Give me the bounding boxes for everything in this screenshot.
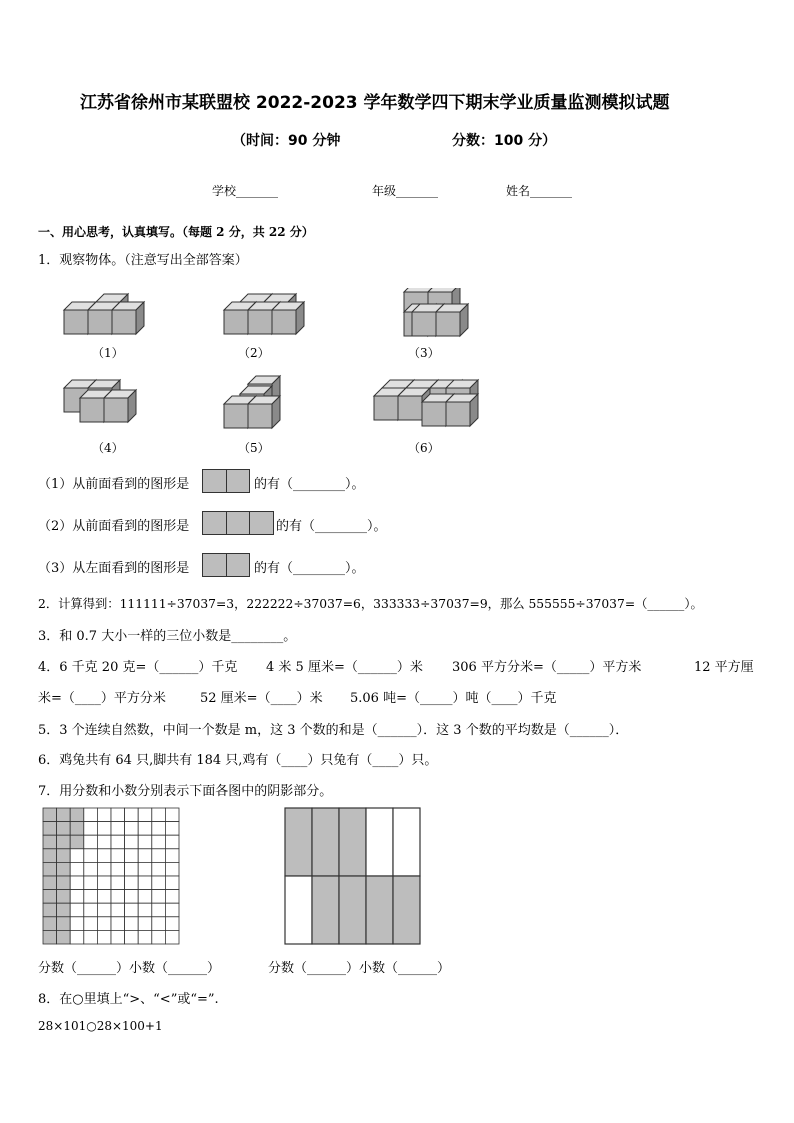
grid-cell <box>165 849 179 863</box>
grid-cell <box>138 930 152 944</box>
grid-cell <box>70 849 84 863</box>
grid-cell <box>138 903 152 917</box>
grid-cell <box>43 917 57 931</box>
grid-cell <box>57 930 71 944</box>
grid-cell <box>43 930 57 944</box>
grid-cell <box>138 917 152 931</box>
grade-field: 年级_______ <box>372 184 439 198</box>
school-field: 学校_______ <box>212 184 279 198</box>
q1-sub3-suffix: 的有（________）。 <box>254 561 365 576</box>
grid-cell <box>138 890 152 904</box>
grid-cell <box>138 862 152 876</box>
section-heading: 一、用心思考，认真填写。（每题 2 分，共 22 分） <box>38 225 314 239</box>
grid-cell <box>70 890 84 904</box>
grid-cell <box>43 862 57 876</box>
question-6: 6．鸡兔共有 64 只,脚共有 184 只,鸡有（____）只兔有（____）只。 <box>38 753 438 768</box>
grid-cell <box>138 876 152 890</box>
grid-cell <box>84 876 98 890</box>
hundred-grid <box>42 807 182 947</box>
question-8-text: 8．在○里填上“>、“<”或“=”. <box>38 992 219 1007</box>
q1-sub3-prefix: （3）从左面看到的图形是 <box>38 561 190 576</box>
grid-cell <box>84 808 98 822</box>
grid-cell <box>152 903 166 917</box>
grid-cell <box>43 822 57 836</box>
grid-cell <box>111 808 125 822</box>
grid-cell <box>152 835 166 849</box>
grid-cell <box>111 876 125 890</box>
grid-cell <box>43 849 57 863</box>
grid-cell <box>70 876 84 890</box>
figure-4 <box>64 380 136 422</box>
grid-cell <box>57 903 71 917</box>
bar-cell <box>339 876 366 944</box>
grid-cell <box>97 808 111 822</box>
grid-cell <box>125 835 139 849</box>
grid-cell <box>84 822 98 836</box>
grid-cell <box>165 862 179 876</box>
grid-cell <box>111 890 125 904</box>
grid-cell <box>111 917 125 931</box>
grid-cell <box>70 903 84 917</box>
grid-cell <box>125 930 139 944</box>
question-4-a: 4．6 千克 20 克=（______）千克 <box>38 660 238 675</box>
q1-sub1-prefix: （1）从前面看到的图形是 <box>38 477 190 492</box>
grid-cell <box>97 849 111 863</box>
grid-cell <box>111 849 125 863</box>
figure-1 <box>64 294 144 334</box>
grid-cell <box>84 930 98 944</box>
figure-5 <box>224 376 280 428</box>
grid-cell <box>97 930 111 944</box>
page-title: 江苏省徐州市某联盟校 2022-2023 学年数学四下期末学业质量监测模拟试题 <box>80 93 670 113</box>
q1-sub2-suffix: 的有（________）。 <box>276 519 387 534</box>
grid-cell <box>70 835 84 849</box>
grid-cell <box>43 890 57 904</box>
grid-cell <box>165 822 179 836</box>
bar-cell <box>393 808 420 876</box>
grid-cell <box>57 849 71 863</box>
grid-cell <box>152 862 166 876</box>
ten-bar-figure <box>284 807 424 947</box>
grid-cell <box>111 862 125 876</box>
grid-cell <box>125 876 139 890</box>
grid-cell <box>97 862 111 876</box>
question-4-b: 4 米 5 厘米=（______）米 <box>266 660 423 675</box>
grid-cell <box>97 903 111 917</box>
grid-cell <box>97 822 111 836</box>
question-7-answer-2: 分数（______）小数（______） <box>268 961 451 976</box>
bar-cell <box>312 876 339 944</box>
question-2: 2．计算得到：111111÷37037=3，222222÷37037=6，333333÷37037=9，那么 555555÷37037=（______）。 <box>38 597 703 611</box>
question-7-answer-1: 分数（______）小数（______） <box>38 961 221 976</box>
grid-cell <box>57 835 71 849</box>
grid-cell <box>138 808 152 822</box>
bar-cell <box>285 876 312 944</box>
grid-cell <box>152 808 166 822</box>
question-4-c: 306 平方分米=（_____）平方米 <box>452 660 642 675</box>
grid-cell <box>57 862 71 876</box>
bar-cell <box>339 808 366 876</box>
grid-cell <box>165 835 179 849</box>
question-3: 3．和 0.7 大小一样的三位小数是________。 <box>38 629 297 644</box>
grid-cell <box>97 835 111 849</box>
grid-cell <box>111 835 125 849</box>
grid-cell <box>57 876 71 890</box>
question-4-d: 12 平方厘 <box>694 660 754 675</box>
grid-cell <box>84 862 98 876</box>
figure-3 <box>404 288 468 336</box>
grid-cell <box>165 903 179 917</box>
front-view-three-squares <box>202 511 274 535</box>
question-5: 5．3 个连续自然数，中间一个数是 m，这 3 个数的和是（______）．这 3 个数的平均数是（______）． <box>38 723 629 738</box>
bar-cell <box>312 808 339 876</box>
q1-sub2-prefix: （2）从前面看到的图形是 <box>38 519 190 534</box>
grid-cell <box>152 876 166 890</box>
grid-cell <box>57 917 71 931</box>
grid-cell <box>165 876 179 890</box>
question-8-expression: 28×101○28×100+1 <box>38 1019 163 1033</box>
figure-caption-1: （1） <box>92 346 124 360</box>
figure-6 <box>374 380 478 426</box>
grid-cell <box>165 930 179 944</box>
grid-cell <box>70 862 84 876</box>
grid-cell <box>152 917 166 931</box>
grid-cell <box>57 808 71 822</box>
q1-sub1-suffix: 的有（________）。 <box>254 477 365 492</box>
grid-cell <box>152 930 166 944</box>
grid-cell <box>70 917 84 931</box>
grid-cell <box>84 890 98 904</box>
grid-cell <box>84 849 98 863</box>
grid-cell <box>84 917 98 931</box>
figure-2 <box>224 294 304 334</box>
cube-figures <box>60 288 480 458</box>
grid-cell <box>84 835 98 849</box>
grid-cell <box>43 808 57 822</box>
figure-caption-5: （5） <box>238 441 270 455</box>
question-7-text: 7．用分数和小数分别表示下面各图中的阴影部分。 <box>38 784 333 799</box>
grid-cell <box>152 890 166 904</box>
figure-caption-3: （3） <box>408 346 440 360</box>
grid-cell <box>138 822 152 836</box>
grid-cell <box>43 903 57 917</box>
grid-cell <box>138 835 152 849</box>
grid-cell <box>70 930 84 944</box>
question-4-g: 5.06 吨=（_____）吨（____）千克 <box>350 691 557 706</box>
grid-cell <box>97 876 111 890</box>
grid-cell <box>152 849 166 863</box>
grid-cell <box>125 849 139 863</box>
grid-cell <box>125 822 139 836</box>
bar-cell <box>393 876 420 944</box>
grid-cell <box>165 808 179 822</box>
grid-cell <box>125 808 139 822</box>
exam-score: 分数：100 分） <box>452 133 557 149</box>
figure-caption-4: （4） <box>92 441 124 455</box>
grid-cell <box>138 849 152 863</box>
grid-cell <box>111 903 125 917</box>
grid-cell <box>111 822 125 836</box>
left-view-two-squares <box>202 553 250 577</box>
question-4-e: 米=（____）平方分米 <box>38 691 166 706</box>
question-1-text: 1．观察物体。（注意写出全部答案） <box>38 253 248 268</box>
bar-cell <box>366 876 393 944</box>
question-4-f: 52 厘米=（____）米 <box>200 691 323 706</box>
figure-caption-6: （6） <box>408 441 440 455</box>
grid-cell <box>125 862 139 876</box>
grid-cell <box>152 822 166 836</box>
grid-cell <box>125 903 139 917</box>
front-view-two-squares <box>202 469 250 493</box>
grid-cell <box>165 917 179 931</box>
grid-cell <box>97 917 111 931</box>
grid-cell <box>97 890 111 904</box>
bar-cell <box>366 808 393 876</box>
grid-cell <box>70 808 84 822</box>
grid-cell <box>84 903 98 917</box>
grid-cell <box>57 890 71 904</box>
figure-caption-2: （2） <box>238 346 270 360</box>
grid-cell <box>43 835 57 849</box>
name-field: 姓名_______ <box>506 184 573 198</box>
grid-cell <box>70 822 84 836</box>
grid-cell <box>111 930 125 944</box>
grid-cell <box>43 876 57 890</box>
grid-cell <box>125 917 139 931</box>
grid-cell <box>125 890 139 904</box>
exam-time: （时间：90 分钟 <box>232 133 341 149</box>
bar-cell <box>285 808 312 876</box>
grid-cell <box>57 822 71 836</box>
grid-cell <box>165 890 179 904</box>
